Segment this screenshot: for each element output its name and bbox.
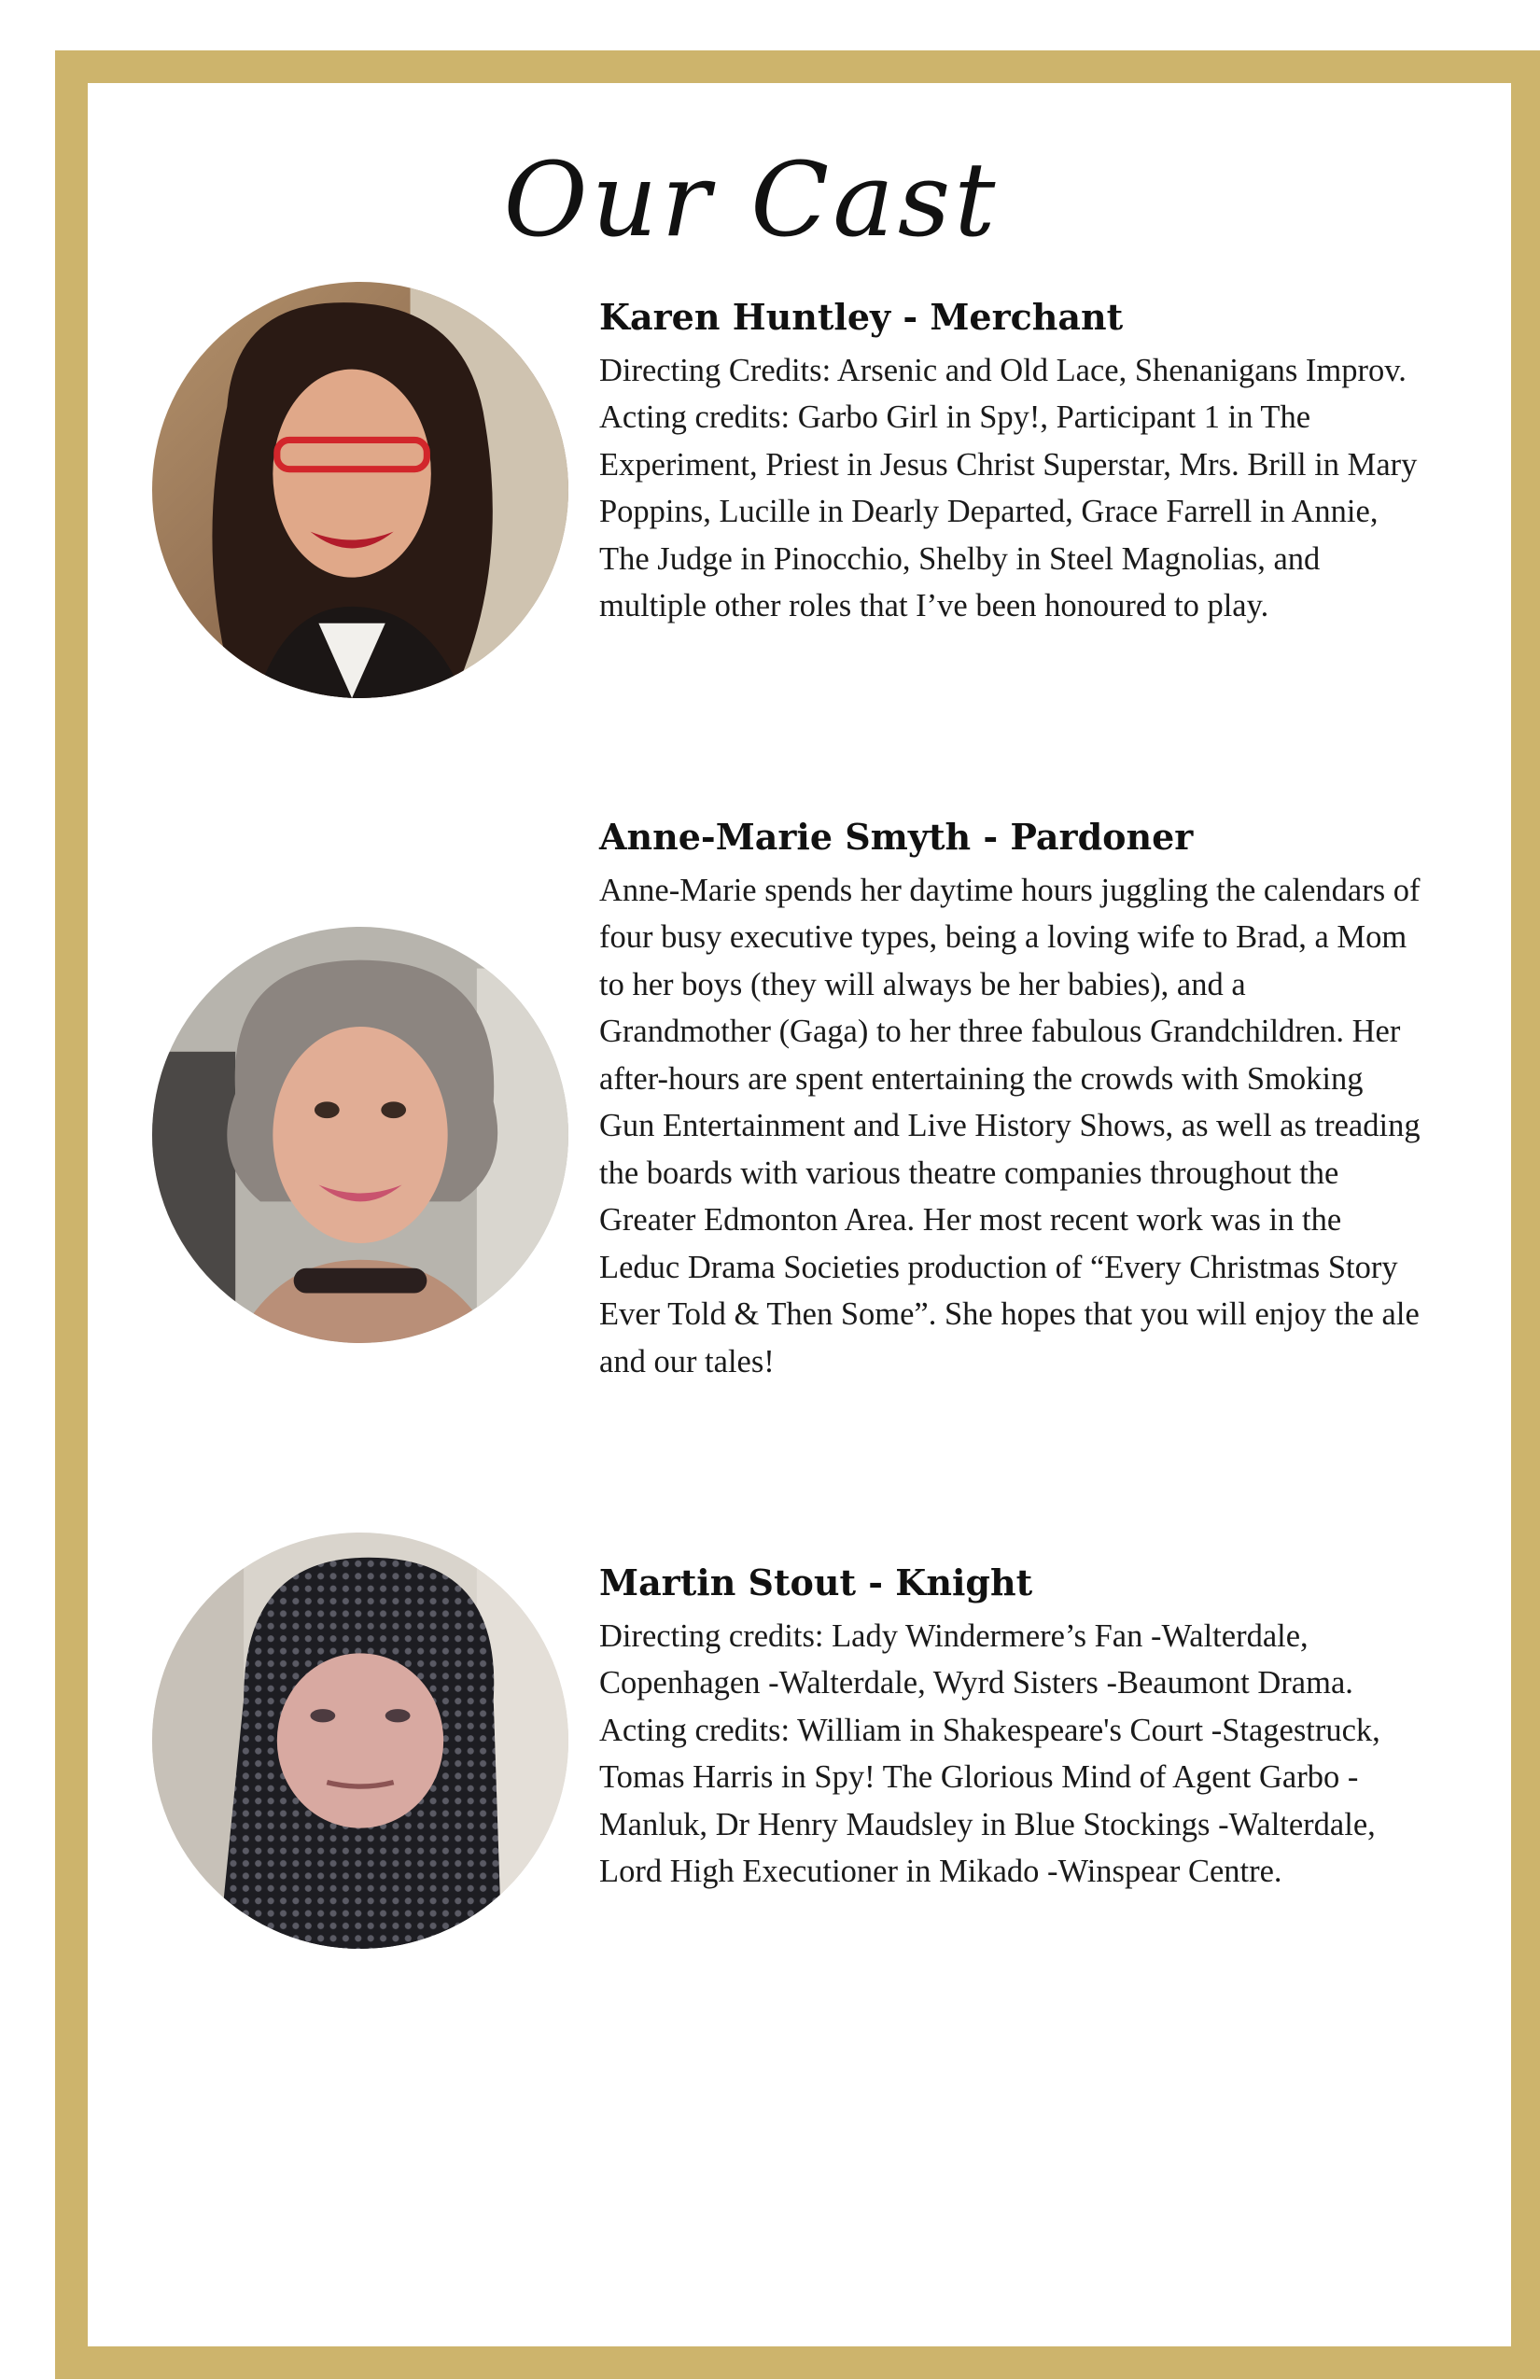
- cast-photo-3: [152, 1533, 568, 1949]
- cast-bio: Anne-Marie spends her daytime hours juggling the calendars of four busy executive types, being a loving wife to Brad, a Mom to her boys (they will always be her babies), and a Grandmother (Gaga) to her three fabulous Grandchildren. Her after-hours are spent entertaining the crowds with Smoking Gun Entertainment and Live History Shows, as well as treading the boards with various theatre companies throughout the Greater Edmonton Area. Her most recent work was in the Leduc Drama Societies production of “Every Christmas Story Ever Told & Then Some”. She hopes that you will enjoy the ale and our tales!: [599, 872, 1421, 1379]
- cast-bio: Directing Credits: Arsenic and Old Lace, Shenanigans Improv. Acting credits: Garbo Girl in Spy!, Participant 1 in The Experiment, Priest in Jesus Christ Superstar, Mrs. Brill in Mary Poppins, Lucille in Dearly Departed, Grace Farrell in Annie, The Judge in Pinocchio, Shelby in Steel Magnolias, and multiple other roles that I’ve been honoured to play.: [599, 352, 1418, 623]
- cast-name: Anne-Marie Smyth - Pardoner: [599, 816, 1194, 858]
- cast-bio: Directing credits: Lady Windermere’s Fan -Walterdale, Copenhagen -Walterdale, Wyrd Sisters -Beaumont Drama. Acting credits: William in Shakespeare's Court -Stagestruck, Tomas Harris in Spy! The Glorious Mind of Agent Garbo -Manluk, Dr Henry Maudsley in Blue Stockings -Walterdale, Lord High Executioner in Mikado -Winspear Centre.: [599, 1617, 1380, 1889]
- cast-name: Karen Huntley - Merchant: [599, 296, 1124, 338]
- portrait-photo-1: [152, 282, 568, 698]
- portrait-photo-2: [152, 927, 568, 1343]
- cast-name: Martin Stout - Knight: [599, 1561, 1033, 1603]
- cast-photo-2: [152, 927, 568, 1343]
- portrait-photo-3: [152, 1533, 568, 1949]
- page-title: Our Cast: [503, 140, 1000, 259]
- cast-photo-1: [152, 282, 568, 698]
